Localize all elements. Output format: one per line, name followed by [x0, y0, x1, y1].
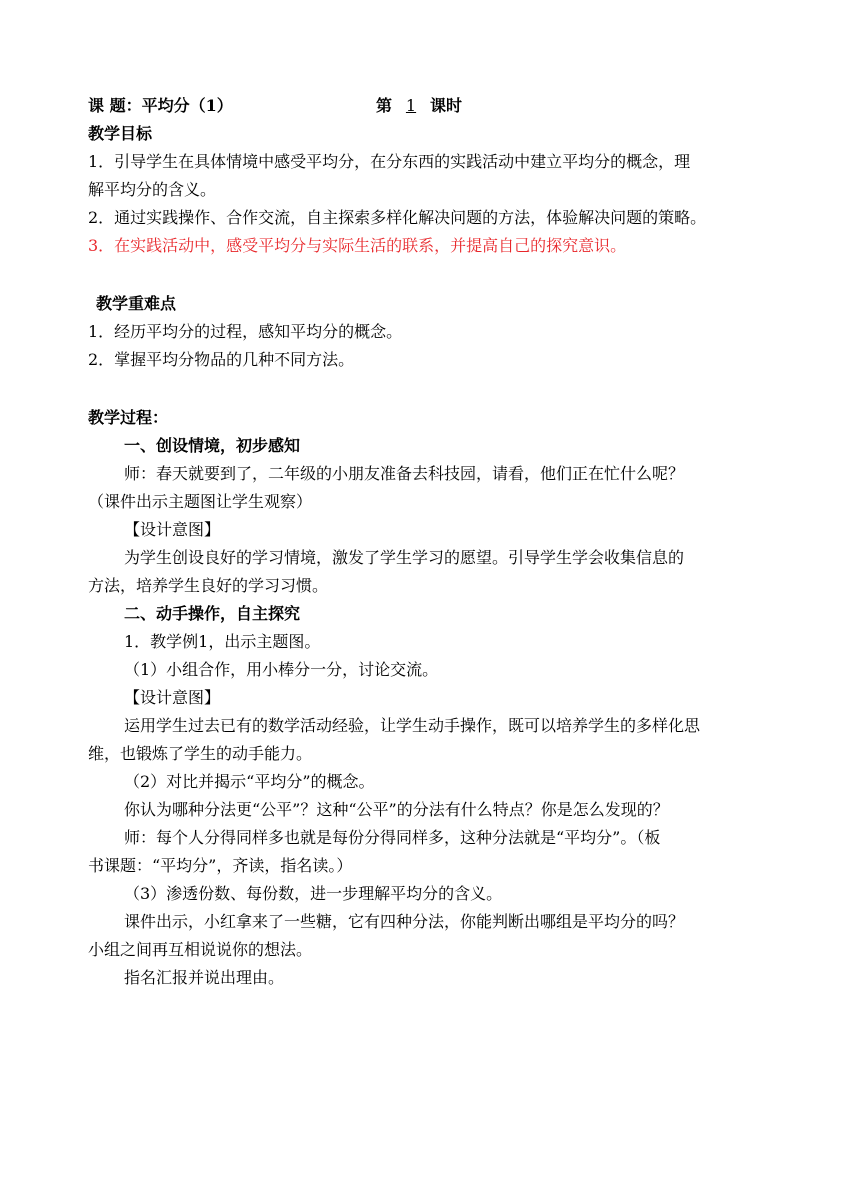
goal-item: 1．引导学生在具体情境中感受平均分，在分东西的实践活动中建立平均分的概念，理 — [88, 152, 691, 171]
paragraph-line: 运用学生过去已有的数学活动经验，让学生动手操作，既可以培养学生的多样化思 — [124, 716, 701, 735]
lesson-prefix: 第 — [376, 96, 393, 115]
keypoint-item: 2．掌握平均分物品的几种不同方法。 — [88, 350, 355, 369]
goals-heading: 教学目标 — [88, 124, 153, 143]
lesson-topic: 课 题：平均分（1） — [88, 96, 233, 115]
paragraph-line: 师：春天就要到了，二年级的小朋友准备去科技园，请看，他们正在忙什么呢？ — [124, 464, 685, 483]
goal-item: 解平均分的含义。 — [88, 180, 217, 199]
paragraph-line: 小组之间再互相说说你的想法。 — [88, 940, 313, 959]
paragraph-line: 1．教学例1，出示主题图。 — [124, 632, 321, 651]
keypoint-item: 1．经历平均分的过程，感知平均分的概念。 — [88, 322, 403, 341]
section-heading: 一、创设情境，初步感知 — [124, 436, 301, 455]
lesson-number: 1 — [405, 96, 417, 115]
lesson-header — [88, 92, 788, 120]
paragraph-line: （2）对比并揭示“平均分”的概念。 — [124, 772, 375, 791]
paragraph-line: 师：每个人分得同样多也就是每份分得同样多，这种分法就是“平均分”。（板 — [124, 828, 661, 847]
design-intent-label: 【设计意图】 — [124, 520, 221, 539]
goal-item: 2．通过实践操作、合作交流，自主探索多样化解决问题的方法，体验解决问题的策略。 — [88, 208, 707, 227]
paragraph-line: 课件出示，小红拿来了一些糖，它有四种分法，你能判断出哪组是平均分的吗？ — [124, 912, 685, 931]
lesson-suffix: 课时 — [430, 96, 463, 115]
paragraph-line: 为学生创设良好的学习情境，激发了学生学习的愿望。引导学生学会收集信息的 — [124, 548, 685, 567]
paragraph-line: 方法，培养学生良好的学习习惯。 — [88, 576, 329, 595]
process-heading: 教学过程： — [88, 408, 169, 427]
paragraph-line: （课件出示主题图让学生观察） — [88, 492, 313, 511]
paragraph-line: （1）小组合作，用小棒分一分，讨论交流。 — [124, 660, 439, 679]
keypoints-heading: 教学重难点 — [96, 294, 177, 313]
document-page — [88, 92, 788, 992]
design-intent-label: 【设计意图】 — [124, 688, 221, 707]
paragraph-line: （3）渗透份数、每份数，进一步理解平均分的含义。 — [124, 884, 503, 903]
paragraph-line: 你认为哪种分法更“公平”？这种“公平”的分法有什么特点？你是怎么发现的？ — [124, 800, 669, 819]
goal-item-highlighted: 3．在实践活动中，感受平均分与实际生活的联系，并提高自己的探究意识。 — [88, 236, 627, 255]
paragraph-line: 书课题：“平均分”，齐读，指名读。） — [88, 856, 353, 875]
paragraph-line: 指名汇报并说出理由。 — [124, 968, 285, 987]
section-heading: 二、动手操作，自主探究 — [124, 604, 301, 623]
paragraph-line: 维，也锻炼了学生的动手能力。 — [88, 744, 313, 763]
lesson-period — [376, 92, 462, 120]
